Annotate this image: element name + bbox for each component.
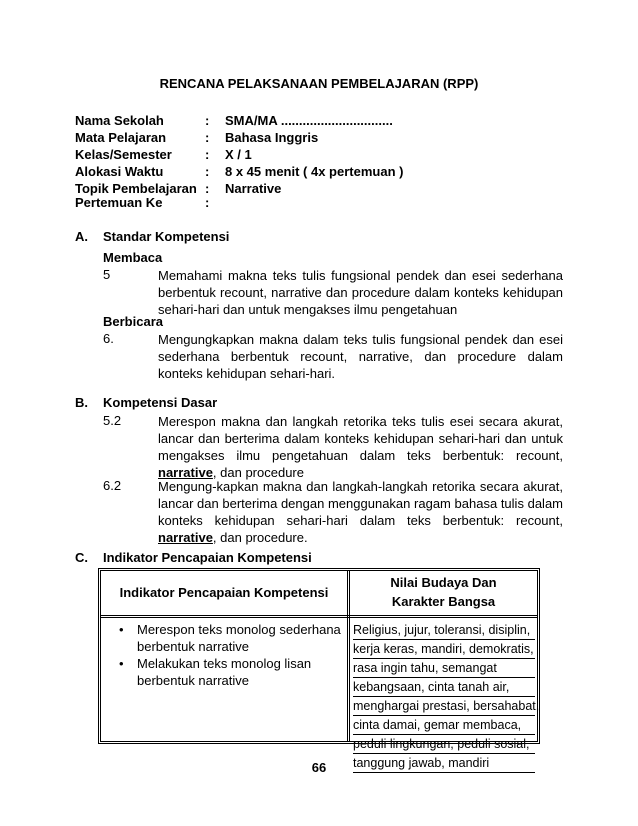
item-number: 6.2	[103, 478, 122, 493]
list-item-text: Melakukan teks monolog lisan berbentuk narrative	[137, 656, 312, 688]
info-value: SMA/MA ...............................	[225, 113, 393, 128]
table-header-values-line1: Nilai Budaya Dan	[390, 575, 497, 590]
info-value: Bahasa Inggris	[225, 130, 319, 145]
bullet-icon: •	[119, 656, 124, 671]
emphasis-narrative: narrative	[158, 465, 213, 480]
value-line: rasa ingin tahu, semangat	[353, 659, 535, 678]
info-label: Topik Pembelajaran	[75, 181, 197, 196]
section-title: Standar Kompetensi	[103, 229, 230, 244]
table-header-divider	[101, 615, 537, 618]
list-item	[115, 655, 345, 689]
value-line: tanggung jawab, mandiri	[353, 754, 535, 773]
info-colon: :	[205, 113, 210, 128]
info-label: Pertemuan Ke	[75, 195, 163, 210]
emphasis-narrative: narrative	[158, 530, 213, 545]
item-text: Memahami makna teks tulis fungsional pendek dan esei sederhana berbentuk recount, narrative dan procedure dalam konteks kehidupan sehari-hari dan untuk mengakses ilmu pengetahuan	[158, 268, 563, 317]
info-colon: :	[205, 130, 210, 145]
item-text-after: , dan procedure	[212, 465, 304, 480]
info-row-subject	[75, 129, 595, 146]
info-value: X / 1	[225, 147, 252, 162]
item-text: Mengungkapkan makna dalam teks tulis fungsional pendek dan esei sederhana berbentuk recount, narrative, dan procedure dalam konteks kehidupan sehari-hari.	[158, 332, 563, 381]
info-colon: :	[205, 195, 210, 210]
info-colon: :	[205, 164, 210, 179]
info-row-meeting	[75, 194, 595, 211]
value-line: kebangsaan, cinta tanah air,	[353, 678, 535, 697]
item-text-before: Mengung-kapkan makna dan langkah-langkah retorika secara akurat, lancar dan berterima dengan menggunakan ragam bahasa tulis dalam konteks kehidupan sehari-hari dalam teks berbentuk: recount,	[158, 479, 563, 528]
info-label: Nama Sekolah	[75, 113, 164, 128]
item-text-after: , dan procedure.	[212, 530, 308, 545]
info-label: Kelas/Semester	[75, 147, 172, 162]
indicator-list	[115, 621, 345, 689]
subheading-membaca: Membaca	[103, 250, 163, 265]
info-label: Alokasi Waktu	[75, 164, 164, 179]
section-letter: A.	[75, 229, 88, 244]
item-number: 5.2	[103, 413, 122, 428]
value-line: cinta damai, gemar membaca,	[353, 716, 535, 735]
item-text	[158, 478, 563, 546]
list-item	[115, 621, 345, 655]
subheading-berbicara: Berbicara	[103, 314, 163, 329]
section-title: Kompetensi Dasar	[103, 395, 218, 410]
item-text	[158, 413, 563, 481]
info-value: Narrative	[225, 181, 282, 196]
section-title: Indikator Pencapaian Kompetensi	[103, 550, 312, 565]
value-line: peduli lingkungan, peduli sosial,	[353, 735, 535, 754]
value-line: Religius, jujur, toleransi, disiplin,	[353, 621, 535, 640]
document-title: RENCANA PELAKSANAAN PEMBELAJARAN (RPP)	[159, 76, 479, 91]
item-number: 5	[103, 267, 111, 282]
info-colon: :	[205, 147, 210, 162]
list-item-text: Merespon teks monolog sederhana berbentuk narrative	[137, 622, 341, 654]
table-header-values	[350, 573, 537, 611]
table-header-values-line2: Karakter Bangsa	[391, 594, 496, 609]
page-number: 66	[311, 760, 327, 775]
info-colon: :	[205, 181, 210, 196]
info-label: Mata Pelajaran	[75, 130, 167, 145]
info-row-school	[75, 112, 595, 129]
table-header-indicator: Indikator Pencapaian Kompetensi	[119, 585, 329, 600]
info-value: 8 x 45 menit ( 4x pertemuan )	[225, 164, 404, 179]
section-letter: B.	[75, 395, 88, 410]
section-letter: C.	[75, 550, 88, 565]
character-values-list	[353, 621, 540, 773]
value-line: kerja keras, mandiri, demokratis,	[353, 640, 535, 659]
info-row-time	[75, 163, 595, 180]
item-text-before: Merespon makna dan langkah retorika teks tulis esei secara akurat, lancar dan berterima dalam konteks kehidupan sehari-hari dan untuk mengakses ilmu pengetahuan dalam teks berbentuk: recount,	[158, 414, 563, 463]
info-row-class	[75, 146, 595, 163]
bullet-icon: •	[119, 622, 124, 637]
value-line: menghargai prestasi, bersahabat,	[353, 697, 535, 716]
item-number: 6.	[103, 331, 114, 346]
